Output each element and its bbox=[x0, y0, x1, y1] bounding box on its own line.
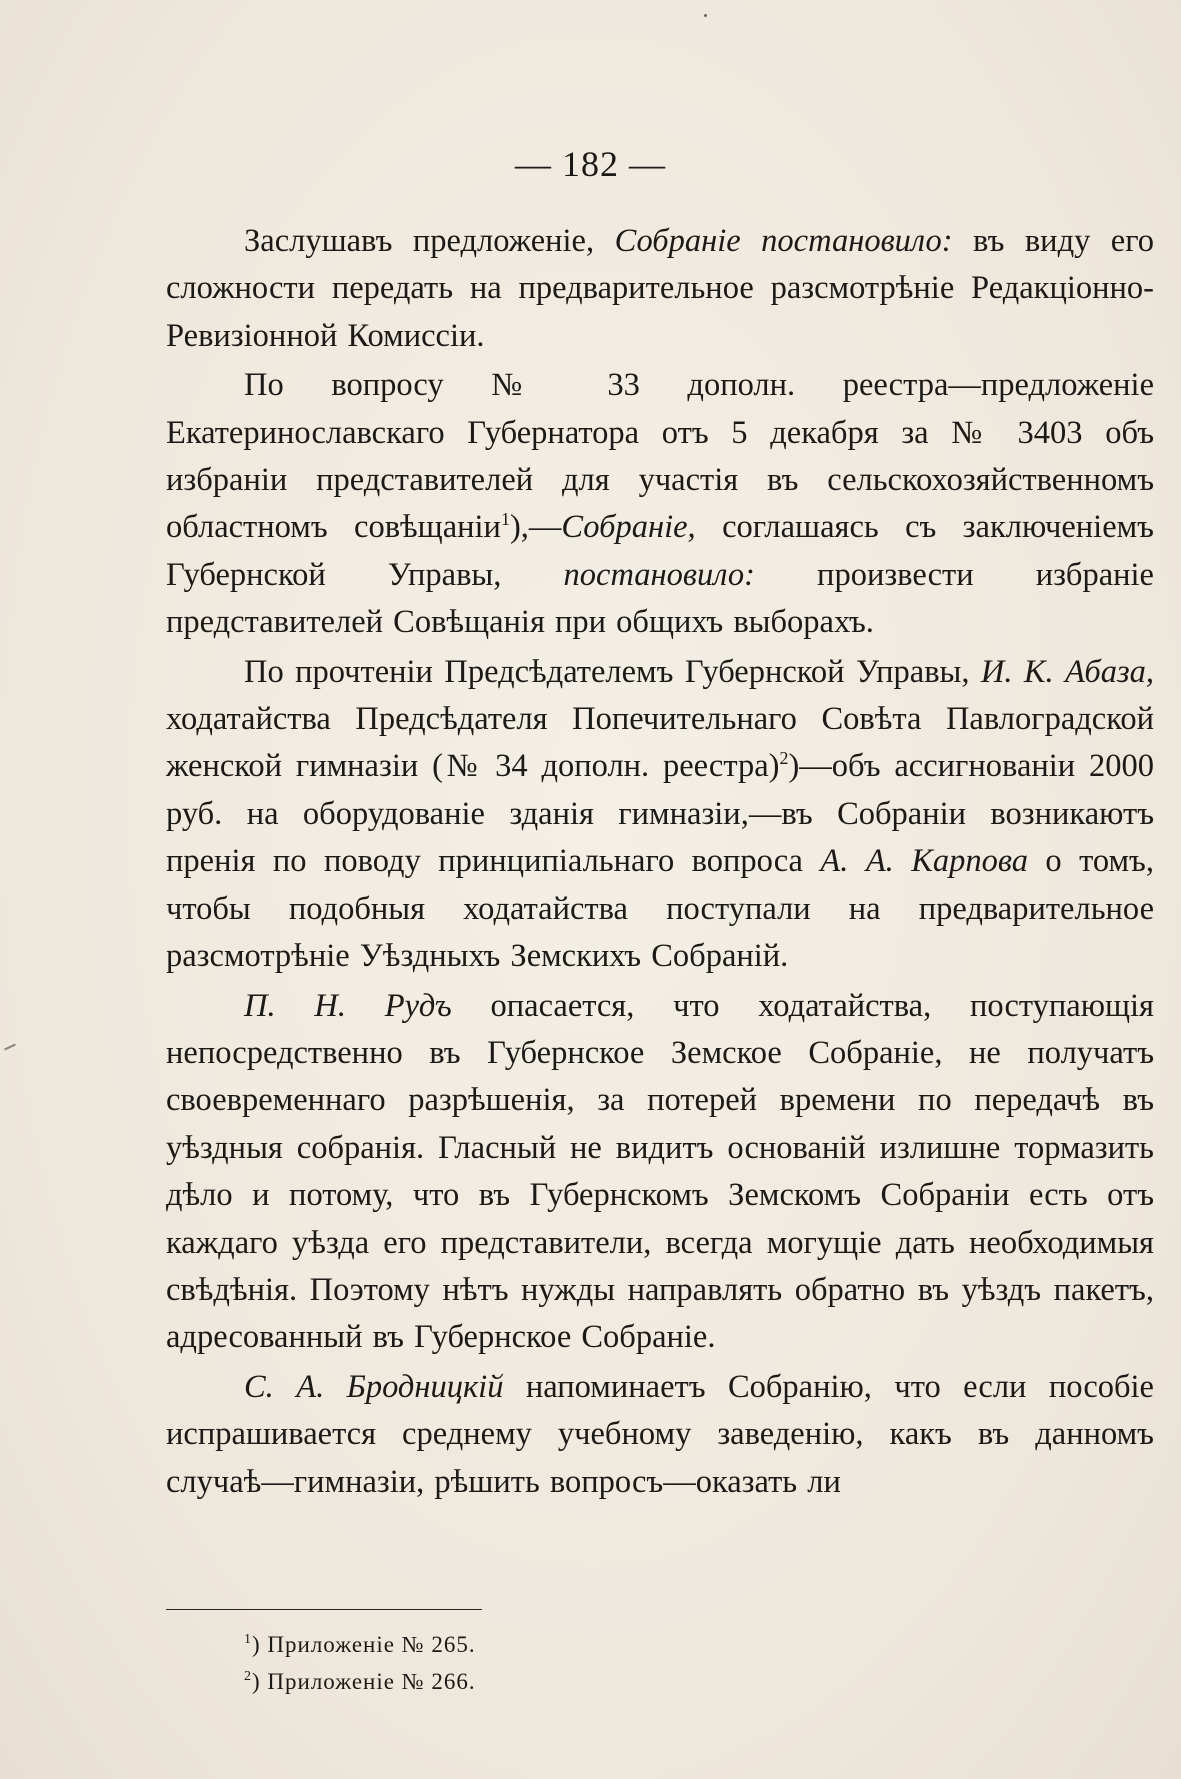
text-run: о томъ, чтобы подобныя ходатайства поступали на предварительное разсмотрѣніе Уѣздныхъ Земскихъ Собраній. bbox=[166, 843, 1154, 975]
margin-mark bbox=[4, 1044, 16, 1051]
italic-text: С. А. Бродницкій bbox=[244, 1368, 504, 1405]
text-run: По прочтеніи Предсѣдателемъ Губернской Управы, bbox=[244, 653, 981, 690]
text-run: опасается, что ходатайства, поступающія непосредственно въ Губернское Земское Собраніе, не получатъ своевременнаго разрѣшенія, за потерей времени по передачѣ въ уѣздныя собранія. Гласный не видитъ основаній излишне тормазить дѣло и потому, что въ Губернскомъ Земскомъ Собраніи есть отъ каждаго уѣзда его представители, всегда могущіе дать необходимыя свѣдѣнія. Поэтому нѣтъ нужды направлять обратно въ уѣздъ пакетъ, адресованный въ Губернское Собраніе. bbox=[166, 987, 1154, 1356]
text-run: ходатайства Предсѣдателя Попечительнаго Совѣта Павлоградской женской гимназіи (№ 34 дополн. реестра) bbox=[166, 701, 1154, 785]
italic-text: И. К. Абаза, bbox=[980, 653, 1155, 690]
footnote-marker: 2 bbox=[244, 1669, 252, 1684]
footnote-separator bbox=[166, 1609, 482, 1610]
footnote bbox=[244, 1663, 476, 1700]
text-run: въ виду его сложности передать на предварительное разсмотрѣніе Редакціонно-Ревизіонной Комиссіи. bbox=[166, 223, 1154, 354]
text-run: ),— bbox=[509, 509, 562, 546]
paragraph-3 bbox=[166, 649, 1154, 981]
italic-text: Собраніе постановило: bbox=[614, 223, 953, 259]
italic-text: постановило: bbox=[563, 556, 755, 593]
text-run: Заслушавъ предложеніе, bbox=[244, 223, 615, 259]
paragraph-4 bbox=[166, 983, 1154, 1362]
stray-ink-dot bbox=[704, 14, 707, 17]
footnote-text: ) Приложеніе № 265. bbox=[252, 1632, 476, 1657]
text-run: напоминаетъ Собранію, что если пособіе испрашивается среднему учебному заведенію, какъ въ данномъ случаѣ—гимназіи, рѣшить вопросъ—оказать ли bbox=[166, 1368, 1154, 1500]
footnote-marker: 1 bbox=[244, 1632, 252, 1647]
footnote-text: ) Приложеніе № 266. bbox=[252, 1669, 476, 1694]
page-number: — 182 — bbox=[515, 144, 666, 184]
text-run: соглашаясь съ заключеніемъ Губернской Управы, bbox=[166, 509, 1154, 593]
paragraph-1 bbox=[166, 218, 1154, 360]
text-run: произвести избраніе представителей Совѣщанія при общихъ выборахъ. bbox=[166, 556, 1154, 641]
footnote bbox=[244, 1626, 476, 1663]
text-run: По вопросу № 33 дополн. реестра—предложеніе Екатеринославскаго Губернатора отъ 5 декабря за № 3403 объ избраніи представителей для участія въ сельскохозяйственномъ областномъ совѣщаніи bbox=[166, 367, 1154, 546]
italic-text: П. Н. Рудъ bbox=[244, 987, 452, 1024]
paragraph-5 bbox=[166, 1364, 1154, 1506]
footnote-ref: 1 bbox=[500, 509, 510, 530]
body-text bbox=[166, 218, 1154, 1508]
paragraph-2 bbox=[166, 362, 1154, 646]
italic-text: А. А. Карпова bbox=[820, 843, 1028, 880]
text-run: )—объ ассигнованіи 2000 руб. на оборудованіе зданія гимназіи,—въ Собраніи возникаютъ пренія по поводу принципіальнаго вопроса bbox=[166, 748, 1155, 880]
italic-text: Собраніе, bbox=[561, 509, 696, 546]
footnote-ref: 2 bbox=[779, 748, 789, 769]
footnotes bbox=[244, 1626, 476, 1700]
